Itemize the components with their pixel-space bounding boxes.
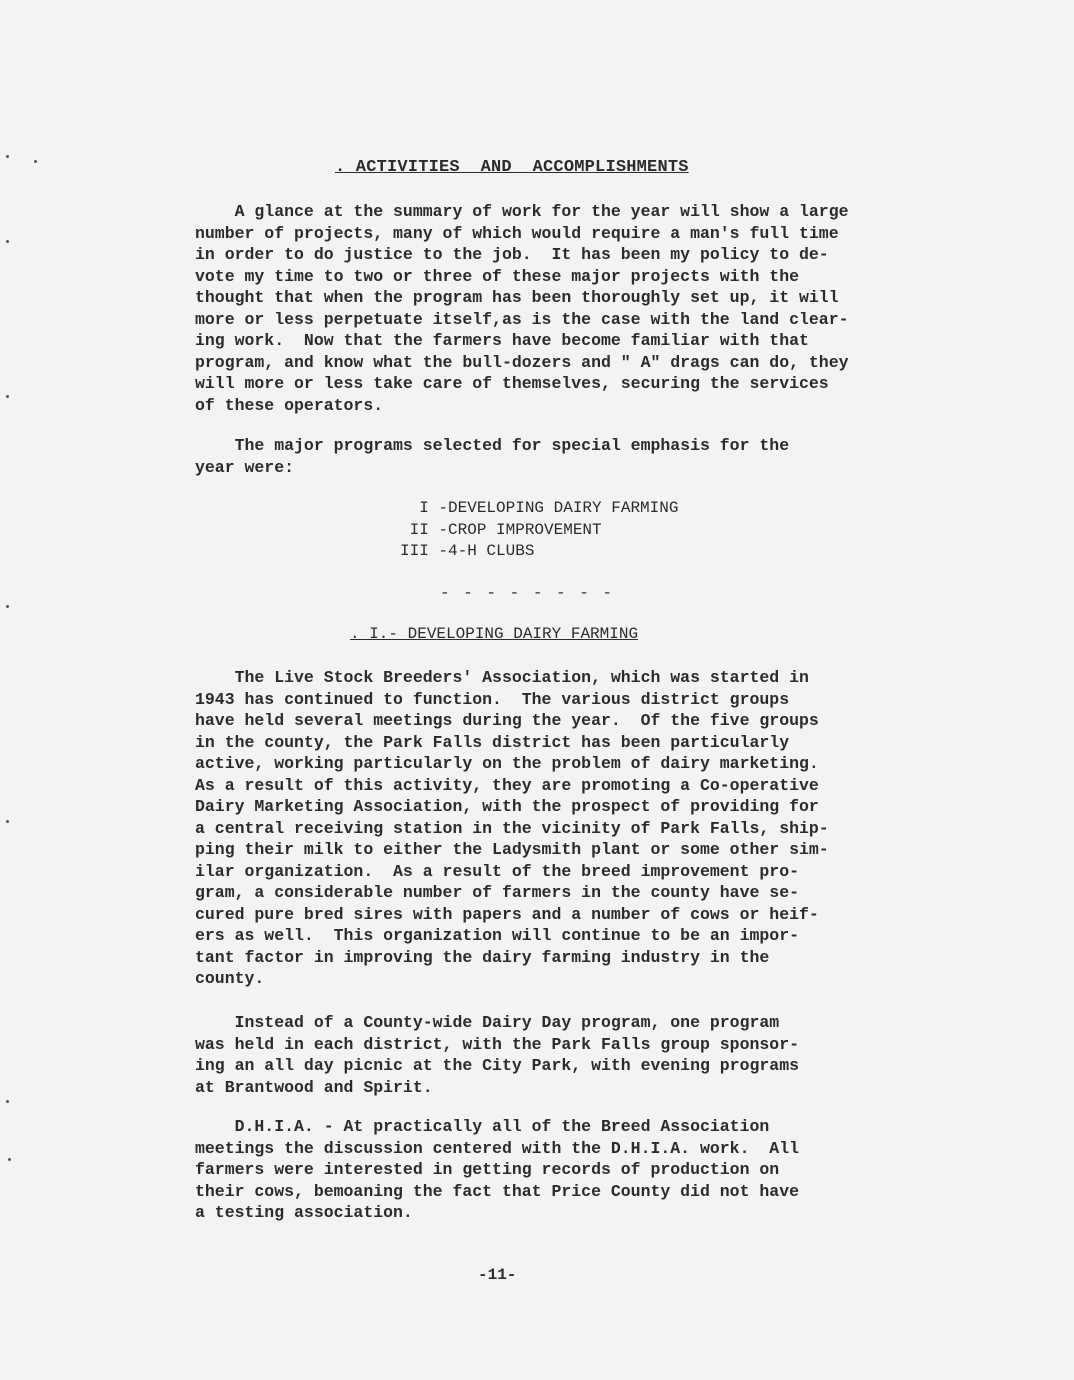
text-line: vote my time to two or three of these major projects with the [195, 266, 799, 286]
text-line: As a result of this activity, they are promoting a Co-operative [195, 775, 819, 795]
text-line: The major programs selected for special emphasis for the [195, 436, 790, 455]
section-divider: - - - - - - - - [440, 584, 615, 602]
text-line: cured pure bred sires with papers and a number of cows or heif- [195, 904, 819, 924]
text-line: gram, a considerable number of farmers in the county have se- [195, 883, 799, 902]
text-line: active, working particularly on the problem of dairy marketing. [195, 754, 819, 773]
text-line: a testing association. [195, 1203, 413, 1222]
text-line: program, and know what the bull-dozers and " A" drags can do, they [195, 352, 849, 372]
text-line: farmers were interested in getting records of production on [195, 1160, 780, 1179]
text-line: number of projects, many of which would require a man's full time [195, 223, 839, 243]
scan-speck [6, 820, 9, 823]
major-programs-intro [195, 435, 915, 478]
text-line: thought that when the program has been thoroughly set up, it will [195, 288, 839, 307]
text-line: have held several meetings during the year. Of the five groups [195, 711, 819, 730]
text-line: in order to do justice to the job. It has been my policy to de- [195, 245, 829, 264]
page-number: -11- [478, 1266, 517, 1284]
text-line: a central receiving station in the vicinity of Park Falls, ship- [195, 818, 829, 838]
text-line: D.H.I.A. - At practically all of the Breed Association [195, 1117, 770, 1136]
text-line: Dairy Marketing Association, with the prospect of providing for [195, 797, 819, 816]
scan-speck [8, 1158, 11, 1161]
section-paragraph-2 [195, 1012, 915, 1098]
text-line: The Live Stock Breeders' Association, which was started in [195, 668, 809, 687]
text-line: ing an all day picnic at the City Park, with evening programs [195, 1056, 799, 1075]
text-line: ing work. Now that the farmers have become familiar with that [195, 331, 809, 350]
text-line: at Brantwood and Spirit. [195, 1077, 433, 1097]
text-line: their cows, bemoaning the fact that Price County did not have [195, 1181, 799, 1201]
text-line: A glance at the summary of work for the year will show a large [195, 202, 849, 221]
text-line: year were: [195, 457, 295, 477]
scan-speck [6, 1100, 9, 1103]
intro-paragraph [195, 201, 915, 416]
text-line: in the county, the Park Falls district has been particularly [195, 732, 790, 752]
major-programs-list [400, 498, 678, 563]
list-item: III -4-H CLUBS [400, 542, 535, 560]
text-line: more or less perpetuate itself,as is the case with the land clear- [195, 309, 849, 329]
section-paragraph-3 [195, 1116, 915, 1224]
scan-speck [6, 240, 9, 243]
text-line: of these operators. [195, 395, 384, 415]
list-item: I -DEVELOPING DAIRY FARMING [400, 499, 679, 517]
list-item: II -CROP IMPROVEMENT [400, 520, 602, 539]
text-line: will more or less take care of themselves, securing the services [195, 374, 829, 393]
scan-speck [6, 395, 9, 398]
text-line: was held in each district, with the Park Falls group sponsor- [195, 1034, 799, 1054]
text-line: Instead of a County-wide Dairy Day program, one program [195, 1013, 780, 1032]
text-line: ping their milk to either the Ladysmith plant or some other sim- [195, 840, 829, 859]
section-heading: . I.- DEVELOPING DAIRY FARMING [350, 625, 639, 643]
text-line: ilar organization. As a result of the breed improvement pro- [195, 861, 799, 881]
text-line: 1943 has continued to function. The various district groups [195, 689, 790, 709]
scan-speck [34, 160, 37, 163]
text-line: meetings the discussion centered with the D.H.I.A. work. All [195, 1138, 799, 1158]
text-line: tant factor in improving the dairy farming industry in the [195, 947, 770, 967]
scan-speck [6, 155, 9, 158]
text-line: ers as well. This organization will continue to be an impor- [195, 926, 799, 945]
page-title: . ACTIVITIES AND ACCOMPLISHMENTS [335, 158, 689, 177]
scan-speck [6, 605, 9, 608]
text-line: county. [195, 969, 265, 988]
section-paragraph-1 [195, 667, 915, 990]
